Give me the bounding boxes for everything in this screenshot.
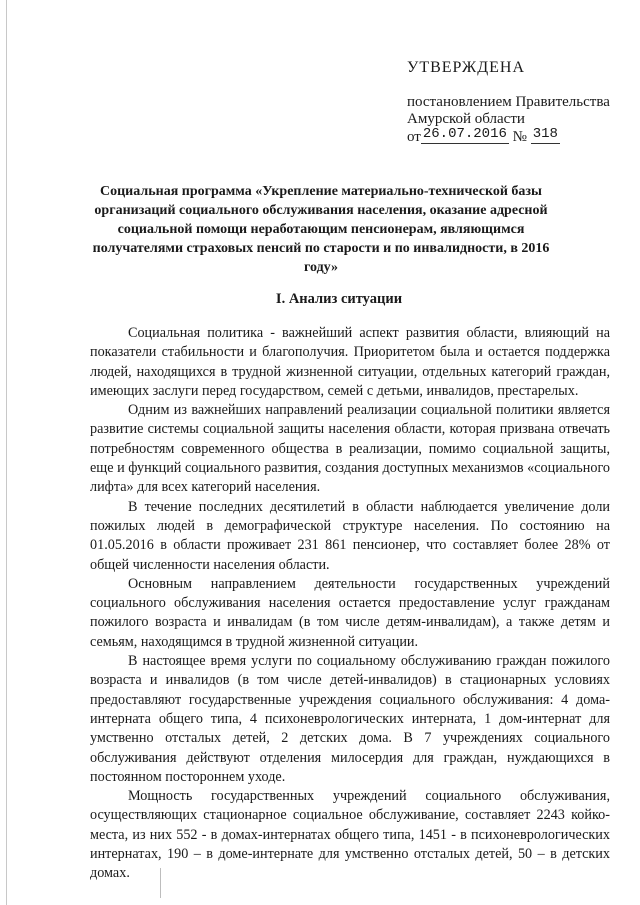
approval-date: 26.07.2016 [422, 126, 507, 142]
approval-title: УТВЕРЖДЕНА [407, 59, 526, 76]
paragraph: Мощность государственных учреждений социального обслуживания, осуществляющих стационарное социальное обслуживание, составляет 2243 койко-места, из них 552 - в домах-интернатах общего типа, 1451 - в психоневрологических интернатах, 190 – в доме-интернате для умственно отсталых детей, 50 – в детских домах. [90, 788, 610, 882]
number-prefix: № [512, 129, 527, 145]
date-prefix: от [407, 129, 421, 145]
approval-line-1: постановлением Правительства [407, 94, 610, 110]
program-title: Социальная программа «Укрепление материально-технической базы организаций социального обслуживания населения, оказание адресной социальной помощи неработающим пенсионерам, являющимся получателями страховых пенсий по старости и по инвалидности, в 2016 году» [92, 184, 550, 275]
paragraph: В настоящее время услуги по социальному обслуживанию граждан пожилого возраста и инвалидов (в том числе детей-инвалидов) в стационарных условиях предоставляют государственные учреждения социального обслуживания: 4 дома-интерната общего типа, 4 психоневрологических интерната, 1 дом-интернат для умственно отсталых детей, 2 детских дома. В 7 учреждениях социального обслуживания действуют отделения милосердия для граждан, нуждающихся в постоянном постороннем уходе. [90, 653, 610, 785]
paragraph: Социальная политика - важнейший аспект развития области, влияющий на показатели стабильности и благополучия. Приоритетом была и остается поддержка людей, находящихся в трудной жизненной ситуации, отдельных категорий граждан, имеющих заслуги перед государством, семей с детьми, инвалидов, престарелых. [90, 325, 610, 399]
approval-stamp [407, 58, 632, 148]
approval-number: 318 [532, 126, 558, 142]
approval-date-row [407, 128, 632, 148]
paragraph: В течение последних десятилетий в области наблюдается увеличение доли пожилых людей в демографической структуре населения. По состоянию на 01.05.2016 в области проживает 231 861 пенсионер, что составляет более 28% от общей численности населения области. [90, 498, 610, 573]
paragraph: Одним из важнейших направлений реализации социальной политики является развитие системы социальной защиты населения области, которая призвана отвечать потребностям современного общества в реализации, помимо социальной защиты, еще и функций социального развития, создания доступных механизмов «социального лифта» для всех категорий населения. [90, 402, 611, 496]
scan-edge-line [6, 0, 7, 905]
section-title: I. Анализ ситуации [275, 291, 403, 307]
body-text [90, 324, 610, 884]
approval-line-2: Амурской области [407, 111, 525, 127]
paragraph: Основным направлением деятельности государственных учреждений социального обслуживания населения остается предоставление услуг гражданам пожилого возраста и инвалидам (в том числе детям-инвалидам), а также детям и семьям, находящимся в трудной жизненной ситуации. [90, 575, 610, 650]
